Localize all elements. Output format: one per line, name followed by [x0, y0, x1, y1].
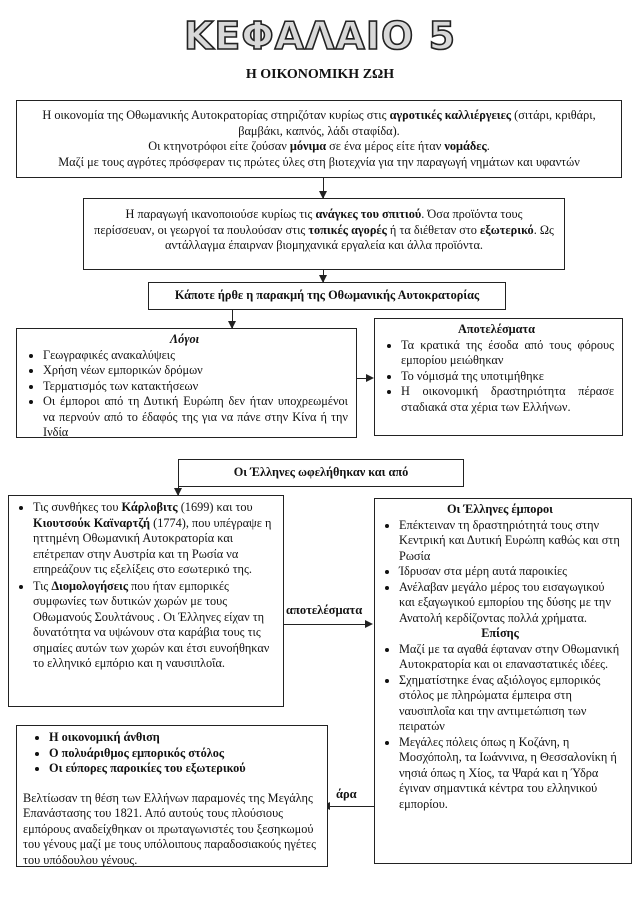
result-item: • Τα κρατικά της έσοδα από τους φόρους εμπορίου μειώθηκαν	[401, 338, 614, 369]
chapter-title: ΚΕΦΑΛΑΙΟ 5	[183, 14, 457, 58]
arrow-to-merchants-line	[284, 624, 366, 625]
benefit-box: Οι Έλληνες ωφελήθηκαν και από	[178, 459, 464, 487]
summary-item: • Ο πολυάριθμος εμπορικός στόλος	[49, 746, 319, 762]
merchant-item: • Ίδρυσαν στα μέρη αυτά παροικίες	[399, 564, 623, 580]
reasons-box	[16, 328, 357, 438]
reasons-list	[21, 348, 348, 441]
arrow-to-merchants-head	[365, 620, 373, 628]
results-list	[379, 338, 614, 416]
treaties-list	[11, 500, 277, 672]
reasons-title: Λόγοι	[169, 332, 200, 346]
summary-list	[23, 730, 319, 777]
also-item: • Σχηματίστηκε ένας αξιόλογος εμπορικός στόλος με πληρώματα έμπειρα στη ναυσιπλοΐα και την αντιμετώπιση των πειρατών	[399, 673, 623, 735]
reason-item: • Οι έμποροι από τη Δυτική Ευρώπη δεν ήταν υποχρεωμένοι να περνούν από το έδαφός της για να πάνε στην Κίνα ή την Ινδία	[43, 394, 348, 441]
economy-box	[16, 100, 622, 178]
treaty-item: • Τις Διομολογήσεις που ήταν εμπορικές συμφωνίες των δυτικών χωρών με τους Οθωμανούς Σουλτάνους . Οι Έλληνες είχαν τη δυνατότητα να υψώνουν στα καράβια τους τις σημαίες αυτών των χωρών και έτσι ευνοήθηκαν το ελληνικό εμπόριο και η ναυσιπλοΐα.	[33, 579, 277, 672]
page-subtitle: Η ΟΙΚΟΝΟΜΙΚΗ ΖΩΗ	[245, 67, 395, 82]
results-arrow-label: αποτελέσματα	[286, 603, 363, 617]
result-item: • Η οικονομική δραστηριότητα πέρασε σταδιακά στα χέρια των Ελλήνων.	[401, 384, 614, 415]
summary-text: Βελτίωσαν τη θέση των Ελλήνων παραμονές της Μεγάλης Επανάστασης του 1821. Από αυτούς τους πλούσιους εμπόρους αναδείχθηκαν οι πρωταγωνιστές του ξεσηκωμού του γένους μαζί με τους υπόλοιπους παραδοσιακούς ηγέτες του υπόδουλου γένους.	[23, 790, 316, 867]
also-title: Επίσης	[481, 626, 519, 640]
summary-item: • Οι εύπορες παροικίες του εξωτερικού	[49, 761, 319, 777]
merchant-item: • Ανέλαβαν μεγάλο μέρος του εισαγωγικού και εξαγωγικού εμπορίου της δύσης με την Ανατολή κερδίζοντας πολλά χρήματα.	[399, 580, 623, 627]
merchant-item: • Επέκτειναν τη δραστηριότητά τους στην Κεντρική και Δυτική Ευρώπη καθώς και στη Ρωσία	[399, 518, 623, 565]
results-title: Αποτελέσματα	[457, 322, 536, 336]
reason-item: • Τερματισμός των κατακτήσεων	[43, 379, 348, 395]
arrow-down-2	[323, 270, 324, 282]
result-item: • Το νόμισμά της υποτιμήθηκε	[401, 369, 614, 385]
arrow-down-4	[178, 487, 179, 495]
summary-item: • Η οικονομική άνθιση	[49, 730, 319, 746]
summary-box	[16, 725, 328, 867]
arrow-down-3	[232, 310, 233, 328]
economy-paragraph-1: Η οικονομία της Οθωμανικής Αυτοκρατορίας στηριζόταν κυρίως στις αγροτικές καλλιέργειες (σιτάρι, κριθάρι, βαμβάκι, καπνός, λάδι σταφίδα).	[42, 108, 596, 138]
decline-box: Κάποτε ήρθε η παρακμή της Οθωμανικής Αυτοκρατορίας	[148, 282, 506, 310]
merchants-list	[377, 518, 623, 627]
arrow-to-summary-line	[329, 806, 374, 807]
also-item: • Μεγάλες πόλεις όπως η Κοζάνη, η Μοσχόπολη, τα Ιωάννινα, η Θεσσαλονίκη ή νησιά όπως η Χίος, τα Ψαρά και η Ύδρα έγιναν σημαντικά κέντρα του ελληνικού εμπορίου.	[399, 735, 623, 813]
treaties-box	[8, 495, 284, 707]
results-box	[374, 318, 623, 436]
production-box: Η παραγωγή ικανοποιούσε κυρίως τις ανάγκες του σπιτιού. Όσα προϊόντα τους περίσσευαν, οι γεωργοί τα πουλούσαν στις τοπικές αγορές ή τα διέθεταν στο εξωτερικό. Ως αντάλλαγμα έπαιρναν βιομηχανικά εργαλεία και άλλα προϊόντα.	[83, 198, 565, 270]
also-list	[377, 642, 623, 813]
reason-item: • Χρήση νέων εμπορικών δρόμων	[43, 363, 348, 379]
merchants-title: Οι Έλληνες έμποροι	[446, 502, 553, 516]
treaty-item: • Τις συνθήκες του Κάρλοβιτς (1699) και του Κιουτσούκ Καϊναρτζή (1774), που υπέγραψε η ηττημένη Οθωμανική Αυτοκρατορία και επέτρεπαν στην Αυστρία και τη Ρωσία να επηρεάζουν τις εξελίξεις στο εσωτερικό της.	[33, 500, 277, 578]
economy-paragraph-3: Μαζί με τους αγρότες πρόσφεραν τις πρώτες ύλες στη βιοτεχνία για την παραγωγή νημάτων και υφαντών	[58, 154, 580, 169]
arrow-down-1	[323, 178, 324, 198]
economy-paragraph-2: Οι κτηνοτρόφοι είτε ζούσαν μόνιμα σε ένα μέρος είτε ήταν νομάδες.	[148, 139, 490, 153]
merchants-box	[374, 498, 632, 864]
also-item: • Μαζί με τα αγαθά έφταναν στην Οθωμανική Αυτοκρατορία και οι επαναστατικές ιδέες.	[399, 642, 623, 673]
arrow-to-results-head	[366, 374, 374, 382]
therefore-label: άρα	[336, 787, 357, 801]
reason-item: • Γεωγραφικές ανακαλύψεις	[43, 348, 348, 364]
